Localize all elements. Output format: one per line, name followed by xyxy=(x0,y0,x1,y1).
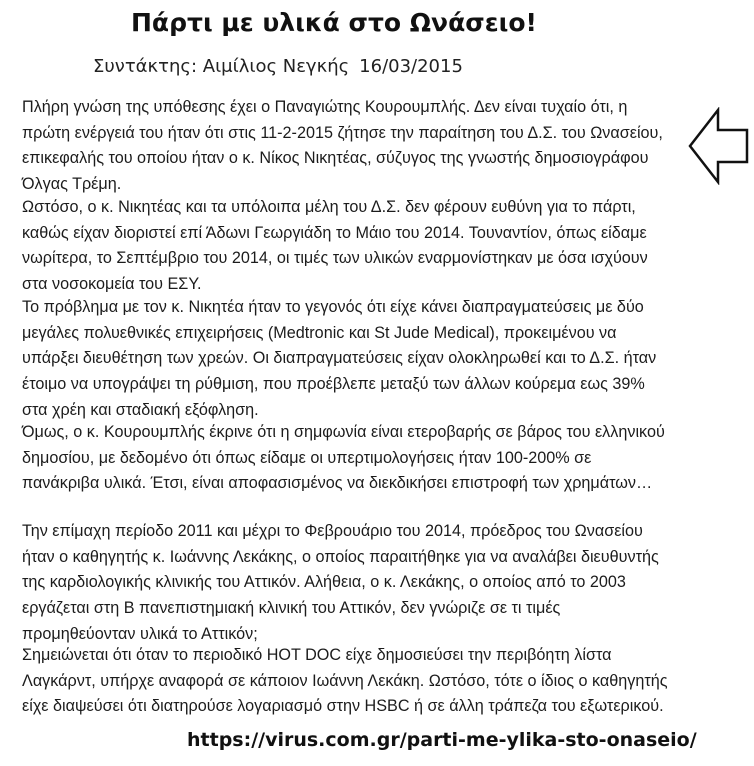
paragraph-4: Όμως, ο κ. Κουρουμπλής έκρινε ότι η σημφωνία είναι ετεροβαρής σε βάρος του ελληνικού δημοσίου, με δεδομένο ότι όπως είδαμε οι υπερτιμολογήσεις ήταν 100-200% σε πανάκριβα υλικά. Έτσι, είναι αποφασισμένος να διεκδικήσει επιστροφή των χρημάτων… xyxy=(22,423,665,493)
author: Συντάκτης: Αιμίλιος Νεγκής xyxy=(93,56,350,77)
paragraph-6: Σημειώνεται ότι όταν το περιοδικό HOT DOC είχε δημοσιεύσει την περιβόητη λίστα Λαγκάρντ, υπήρχε αναφορά σε κάποιον Ιωάννη Λεκάκη. Ωστόσο, τότε ο ίδιος ο καθηγητής είχε διαψεύσει ότι διατηρούσε λογαριασμό στην HSBC ή σε άλλη τράπεζα του εξωτερικού. xyxy=(22,646,668,716)
arrow-left-icon xyxy=(688,107,750,185)
source-url: https://virus.com.gr/parti-me-ylika-sto-onaseio/ xyxy=(187,729,697,751)
paragraph-2: Ωστόσο, ο κ. Νικητέας και τα υπόλοιπα μέλη του Δ.Σ. δεν φέρουν ευθύνη για το πάρτι, καθώς είχαν διοριστεί επί Άδωνι Γεωργιάδη το Μάιο του 2014. Τουναντίον, όπως είδαμε νωρίτερα, το Σεπτέμβριο του 2014, οι τιμές των υλικών εναρμονίστηκαν με όσα ισχύουν στα νοσοκομεία του ΕΣΥ. xyxy=(22,198,648,294)
byline xyxy=(93,56,473,77)
publish-date: 16/03/2015 xyxy=(359,56,463,77)
paragraph-5: Την επίμαχη περίοδο 2011 και μέχρι το Φεβρουάριο του 2014, πρόεδρος του Ωνασείου ήταν ο καθηγητής κ. Ιωάννης Λεκάκης, ο οποίος παραιτήθηκε για να αναλάβει διευθυντής της καρδιολογικής κλινικής του Αττικόν. Αλήθεια, ο κ. Λεκάκης, ο οποίος από το 2003 εργάζεται στη Β πανεπιστημιακή κλινική του Αττικόν, δεν γνώριζε σε τι τιμές προμηθεύονταν υλικά το Αττικόν; xyxy=(22,522,659,643)
paragraph-1: Πλήρη γνώση της υπόθεσης έχει ο Παναγιώτης Κουρουμπλής. Δεν είναι τυχαίο ότι, η πρώτη ενέργειά του ήταν ότι στις 11-2-2015 ζήτησε την παραίτηση του Δ.Σ. του Ωνασείου, επικεφαλής του οποίου ήταν ο κ. Νίκος Νικητέας, σύζυγος της γνωστής δημοσιογράφου Όλγας Τρέμη. xyxy=(22,98,663,194)
article-title: Πάρτι με υλικά στο Ωνάσειο! xyxy=(131,8,537,37)
paragraph-3: Το πρόβλημα με τον κ. Νικητέα ήταν το γεγονός ότι είχε κάνει διαπραγματεύσεις με δύο μεγάλες πολυεθνικές επιχειρήσεις (Medtronic και St Jude Medical), προκειμένου να υπάρξει διευθέτηση των χρεών. Οι διαπραγματεύσεις είχαν ολοκληρωθεί και το Δ.Σ. ήταν έτοιμο να υπογράψει τη ρύθμιση, που προέβλεπε μεταξύ των άλλων κούρεμα εως 39% στα χρέη και σταδιακή εξόφληση. xyxy=(22,298,657,419)
